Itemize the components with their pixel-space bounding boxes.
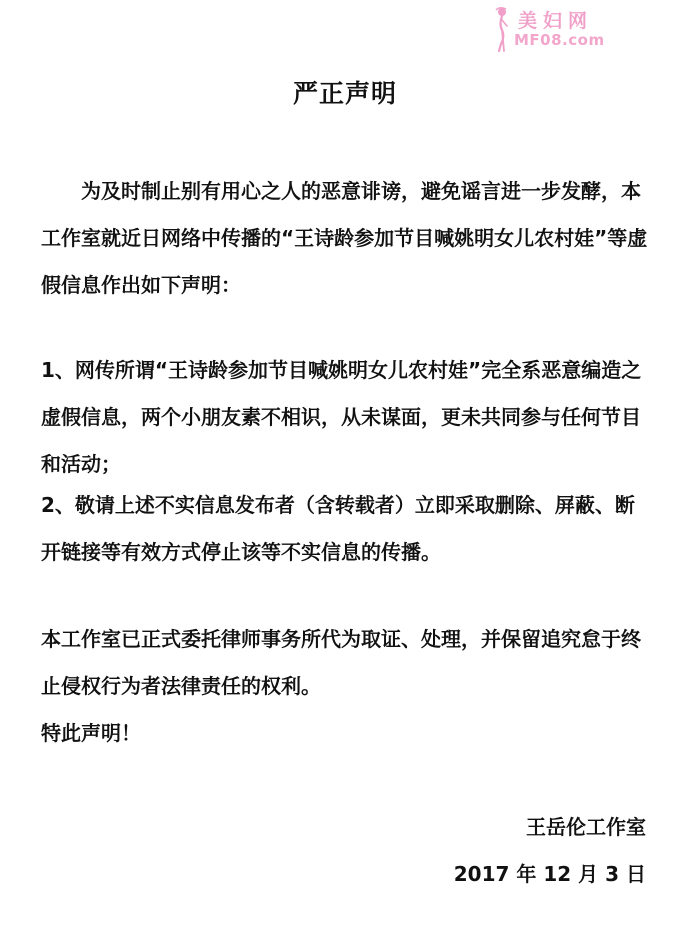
statement-item-2: 2、敬请上述不实信息发布者（含转载者）立即采取删除、屏蔽、断开链接等有效方式停止该等不实信息的传播。	[41, 493, 635, 564]
document-date: 2017 年 12 月 3 日	[453, 862, 646, 886]
woman-figure-icon	[490, 6, 512, 52]
watermark-site-url: MF08.com	[514, 31, 605, 49]
intro-paragraph: 为及时制止别有用心之人的恶意诽谤，避免谣言进一步发酵，本工作室就近日网络中传播的“王诗龄参加节目喊姚明女儿农村娃”等虚假信息作出如下声明：	[41, 179, 648, 297]
site-watermark	[490, 6, 640, 54]
closing-line: 特此声明！	[41, 721, 141, 745]
document-title: 严正声明	[292, 79, 397, 108]
legal-paragraph: 本工作室已正式委托律师事务所代为取证、处理，并保留追究怠于终止侵权行为者法律责任的权利。	[41, 627, 641, 698]
signature: 王岳伦工作室	[526, 815, 646, 839]
statement-item-1: 1、网传所谓“王诗龄参加节目喊姚明女儿农村娃”完全系恶意编造之虚假信息，两个小朋友素不相识，从未谋面，更未共同参与任何节目和活动；	[41, 358, 642, 476]
watermark-site-name: 美妇网	[518, 10, 594, 32]
